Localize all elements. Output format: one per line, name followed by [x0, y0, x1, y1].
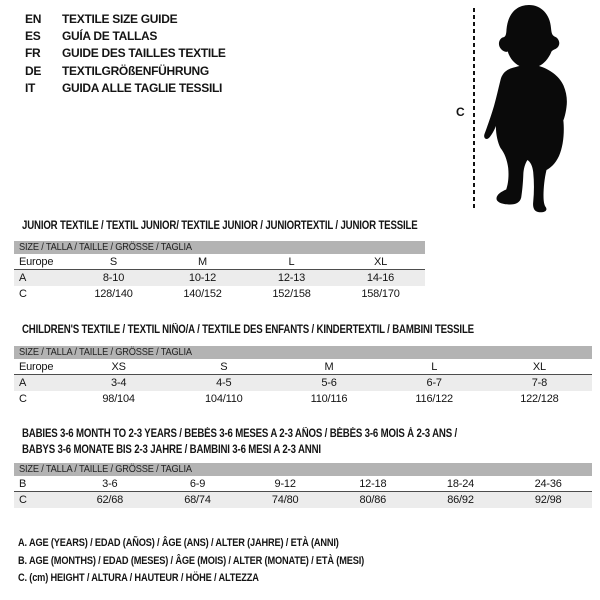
size-cell: M [198, 256, 207, 268]
height-measure-label: C [456, 105, 465, 119]
size-cell: S [220, 361, 228, 373]
table-row-height [14, 492, 592, 508]
value-cell: 6-9 [189, 478, 206, 490]
size-header-bar [14, 463, 592, 476]
value-cell: 18-24 [446, 478, 475, 490]
language-code: FR [25, 46, 41, 61]
value-cell: 24-36 [534, 478, 562, 490]
value-cell: 92/98 [534, 494, 562, 506]
language-row-en [25, 11, 226, 28]
value-cell: 62/68 [96, 494, 124, 506]
size-header-bar [14, 346, 592, 359]
language-row-es [25, 28, 226, 45]
row-label: Europe [19, 256, 54, 268]
size-header-bar [14, 241, 425, 254]
size-header-text: SIZE / TALLA / TAILLE / GRÖSSE / TAGLIA [19, 463, 192, 475]
language-title: TEXTILE SIZE GUIDE [62, 12, 178, 26]
table-row-age-months [14, 476, 592, 492]
value-cell: 86/92 [447, 494, 474, 506]
language-title: GUIDE DES TAILLES TEXTILE [62, 46, 226, 61]
row-label: C [19, 494, 27, 506]
value-cell: 12-13 [277, 272, 306, 284]
language-header-block [25, 11, 226, 97]
size-cell: L [431, 361, 438, 373]
size-cell: XL [532, 361, 546, 373]
value-cell: 8-10 [102, 272, 125, 284]
table-row-europe [14, 359, 592, 375]
value-cell: 140/152 [183, 288, 222, 300]
children-section-title: CHILDREN'S TEXTILE / TEXTIL NIÑO/A / TEXTILE DES ENFANTS / KINDERTEXTIL / BAMBINI TESSILE [22, 324, 474, 336]
value-cell: 6-7 [426, 377, 442, 389]
table-row-height [14, 391, 592, 407]
babies-section-title-line1: BABIES 3-6 MONTH TO 2-3 YEARS / BEBÉS 3-6 MESES A 2-3 AÑOS / BÉBÉS 3-6 MOIS À 2-3 ANS / [22, 428, 458, 440]
value-cell: 128/140 [94, 288, 133, 300]
size-cell: M [324, 361, 334, 373]
size-cell: XS [111, 361, 126, 373]
value-cell: 14-16 [366, 272, 395, 284]
language-row-de [25, 63, 226, 80]
value-cell: 3-6 [102, 478, 118, 490]
size-header-text: SIZE / TALLA / TAILLE / GRÖSSE / TAGLIA [19, 346, 192, 358]
babies-section-title-line2: BABYS 3-6 MONATE BIS 2-3 JAHRE / BAMBINI 3-6 MESI A 2-3 ANNI [22, 444, 321, 456]
value-cell: 3-4 [110, 377, 127, 389]
language-code: ES [25, 29, 41, 44]
footnote-b: B. AGE (MONTHS) / EDAD (MESES) / ÂGE (MOIS) / ALTER (MONATE) / ETÀ (MESI) [18, 554, 365, 567]
language-row-fr [25, 45, 226, 62]
value-cell: 7-8 [531, 377, 548, 389]
table-row-age [14, 270, 425, 286]
junior-size-table [14, 241, 425, 302]
value-cell: 10-12 [188, 272, 217, 284]
footnote-a: A. AGE (YEARS) / EDAD (AÑOS) / ÂGE (ANS) / ALTER (JAHRE) / ETÀ (ANNI) [18, 537, 339, 549]
language-title: TEXTILGRÖßENFÜHRUNG [62, 63, 209, 78]
row-label: B [19, 478, 27, 490]
language-row-it [25, 80, 226, 97]
table-row-age [14, 375, 592, 391]
value-cell: 104/110 [205, 393, 243, 405]
size-cell: L [288, 256, 295, 268]
value-cell: 12-18 [359, 478, 387, 490]
table-row-europe [14, 254, 425, 270]
size-header-text: SIZE / TALLA / TAILLE / GRÖSSE / TAGLIA [19, 241, 192, 253]
row-label: A [19, 377, 27, 389]
value-cell: 4-5 [216, 377, 232, 389]
table-row-height [14, 286, 425, 302]
value-cell: 9-12 [274, 478, 296, 490]
size-cell: S [109, 256, 118, 268]
footnote-c: C. (cm) HEIGHT / ALTURA / HAUTEUR / HÖHE / ALTEZZA [18, 572, 259, 584]
value-cell: 68/74 [184, 494, 211, 506]
footnotes-block [18, 535, 430, 588]
size-cell: XL [373, 256, 388, 268]
value-cell: 152/158 [272, 288, 311, 300]
language-title: GUÍA DE TALLAS [62, 29, 158, 44]
row-label: A [19, 272, 27, 284]
children-size-table [14, 346, 592, 407]
row-label: C [19, 393, 27, 405]
babies-size-table [14, 463, 592, 508]
value-cell: 158/170 [361, 288, 400, 300]
value-cell: 80/86 [359, 494, 387, 506]
language-title: GUIDA ALLE TAGLIE TESSILI [62, 80, 223, 95]
language-code: DE [25, 63, 42, 78]
row-label: C [19, 288, 27, 300]
value-cell: 122/128 [520, 393, 559, 405]
height-measure-dashed-line [473, 8, 475, 209]
value-cell: 110/116 [310, 393, 348, 405]
baby-silhouette-icon [479, 0, 579, 215]
row-label: Europe [19, 361, 54, 373]
value-cell: 98/104 [102, 393, 135, 405]
value-cell: 116/122 [415, 393, 453, 405]
value-cell: 5-6 [321, 377, 337, 389]
value-cell: 74/80 [271, 494, 299, 506]
language-code: IT [25, 80, 36, 95]
language-code: EN [25, 12, 42, 26]
junior-section-title: JUNIOR TEXTILE / TEXTIL JUNIOR/ TEXTILE JUNIOR / JUNIORTEXTIL / JUNIOR TESSILE [22, 220, 418, 232]
